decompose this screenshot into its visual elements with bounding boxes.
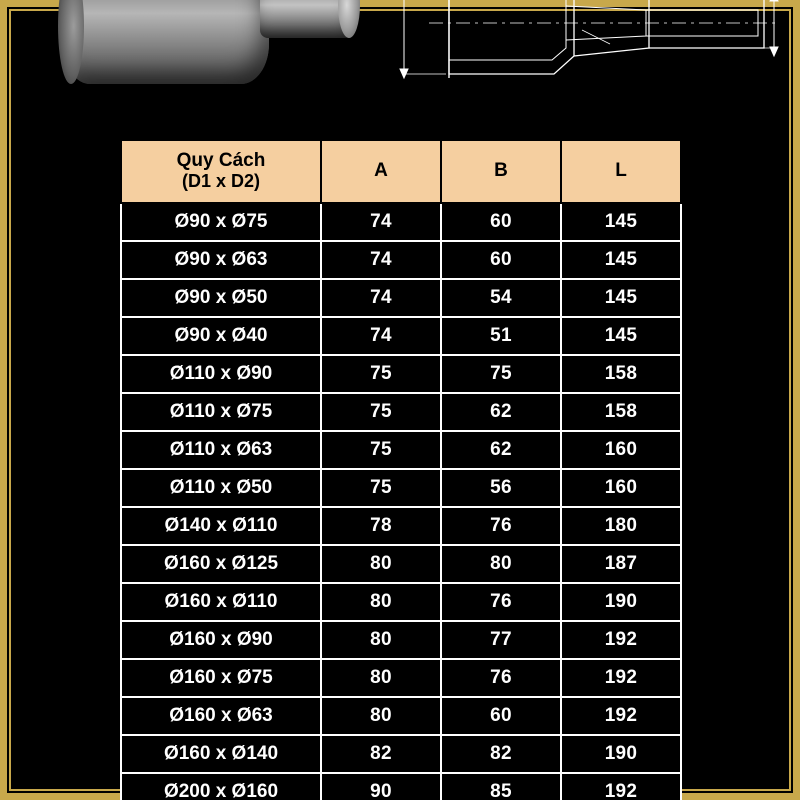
cell-b: 60 — [441, 203, 561, 241]
cell-l: 145 — [561, 241, 681, 279]
cell-l: 190 — [561, 583, 681, 621]
cell-spec: Ø160 x Ø75 — [121, 659, 321, 697]
cell-a: 75 — [321, 355, 441, 393]
cell-a: 80 — [321, 545, 441, 583]
cell-spec: Ø160 x Ø140 — [121, 735, 321, 773]
table-body — [121, 203, 681, 800]
cell-a: 74 — [321, 317, 441, 355]
cell-a: 74 — [321, 279, 441, 317]
table-header — [121, 140, 681, 203]
table-row — [121, 393, 681, 431]
table-row — [121, 203, 681, 241]
cell-a: 90 — [321, 773, 441, 800]
cell-a: 74 — [321, 241, 441, 279]
table-row — [121, 697, 681, 735]
column-header-l: L — [561, 140, 681, 203]
cell-b: 60 — [441, 697, 561, 735]
cell-spec: Ø90 x Ø63 — [121, 241, 321, 279]
cell-l: 192 — [561, 659, 681, 697]
specification-table — [120, 139, 682, 800]
cell-l: 158 — [561, 393, 681, 431]
cell-spec: Ø90 x Ø75 — [121, 203, 321, 241]
cell-b: 76 — [441, 583, 561, 621]
cell-b: 82 — [441, 735, 561, 773]
cell-spec: Ø110 x Ø75 — [121, 393, 321, 431]
cell-spec: Ø140 x Ø110 — [121, 507, 321, 545]
table-row — [121, 279, 681, 317]
cell-a: 82 — [321, 735, 441, 773]
table-row — [121, 469, 681, 507]
reducer-fitting-photo — [64, 0, 354, 106]
table-row — [121, 241, 681, 279]
specification-table-wrapper — [120, 139, 680, 800]
cell-a: 74 — [321, 203, 441, 241]
cell-b: 62 — [441, 431, 561, 469]
cell-b: 76 — [441, 659, 561, 697]
cell-a: 80 — [321, 659, 441, 697]
table-row — [121, 545, 681, 583]
cell-l: 145 — [561, 203, 681, 241]
illustration-area — [14, 0, 784, 120]
cell-a: 75 — [321, 431, 441, 469]
column-header-b: B — [441, 140, 561, 203]
table-row — [121, 431, 681, 469]
cell-l: 190 — [561, 735, 681, 773]
cell-spec: Ø160 x Ø125 — [121, 545, 321, 583]
cell-b: 54 — [441, 279, 561, 317]
column-header-spec-line1: Quy Cách — [176, 150, 266, 171]
table-header-row — [121, 140, 681, 203]
cell-a: 78 — [321, 507, 441, 545]
cell-b: 76 — [441, 507, 561, 545]
cell-l: 145 — [561, 279, 681, 317]
cell-l: 158 — [561, 355, 681, 393]
cell-l: 192 — [561, 621, 681, 659]
cell-l: 160 — [561, 469, 681, 507]
cell-b: 62 — [441, 393, 561, 431]
cell-a: 75 — [321, 469, 441, 507]
cell-b: 75 — [441, 355, 561, 393]
cell-l: 145 — [561, 317, 681, 355]
table-row — [121, 355, 681, 393]
table-row — [121, 659, 681, 697]
cell-b: 80 — [441, 545, 561, 583]
table-row — [121, 583, 681, 621]
cell-l: 192 — [561, 773, 681, 800]
cell-spec: Ø160 x Ø63 — [121, 697, 321, 735]
table-row — [121, 621, 681, 659]
cell-spec: Ø110 x Ø50 — [121, 469, 321, 507]
cell-spec: Ø90 x Ø40 — [121, 317, 321, 355]
table-row — [121, 507, 681, 545]
cell-l: 180 — [561, 507, 681, 545]
cell-l: 187 — [561, 545, 681, 583]
table-row — [121, 735, 681, 773]
cell-l: 192 — [561, 697, 681, 735]
table-row — [121, 773, 681, 800]
technical-drawing — [374, 0, 784, 110]
cell-b: 77 — [441, 621, 561, 659]
cell-spec: Ø160 x Ø90 — [121, 621, 321, 659]
table-row — [121, 317, 681, 355]
cell-a: 80 — [321, 583, 441, 621]
column-header-a: A — [321, 140, 441, 203]
cell-spec: Ø90 x Ø50 — [121, 279, 321, 317]
cell-spec: Ø200 x Ø160 — [121, 773, 321, 800]
column-header-spec — [121, 140, 321, 203]
cell-b: 85 — [441, 773, 561, 800]
cell-spec: Ø110 x Ø63 — [121, 431, 321, 469]
cell-spec: Ø160 x Ø110 — [121, 583, 321, 621]
cell-b: 60 — [441, 241, 561, 279]
cell-spec: Ø110 x Ø90 — [121, 355, 321, 393]
cell-b: 56 — [441, 469, 561, 507]
cell-a: 75 — [321, 393, 441, 431]
fitting-large-end — [64, 0, 269, 84]
cell-b: 51 — [441, 317, 561, 355]
cell-l: 160 — [561, 431, 681, 469]
cell-a: 80 — [321, 621, 441, 659]
drawing-svg — [374, 0, 784, 110]
column-header-spec-line2: (D1 x D2) — [181, 171, 261, 192]
cell-a: 80 — [321, 697, 441, 735]
